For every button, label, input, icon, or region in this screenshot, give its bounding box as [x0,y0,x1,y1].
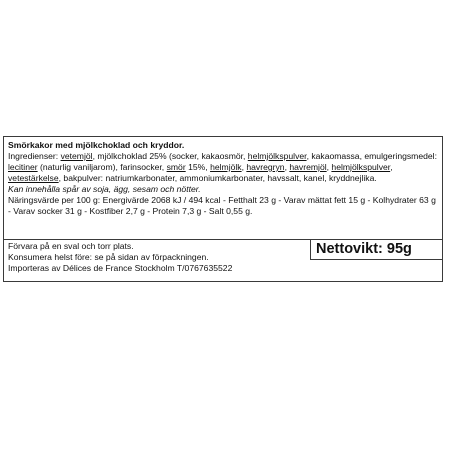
nutrition-facts: Näringsvärde per 100 g: Energivärde 2068 kJ / 494 kcal - Fetthalt 23 g - Varav mättat fett 15 g - Kolhydrater 63 g - Varav socker 31 g - Kostfiber 2,7 g - Protein 7,3 g - Salt 0,55 g. [8,195,436,216]
net-weight: Nettovikt: 95g [310,240,442,260]
product-title: Smörkakor med mjölkchoklad och kryddor. [8,140,185,150]
label-main-section [4,137,442,240]
product-label [3,136,443,282]
ingredient-text: , bakpulver: natriumkarbonater, ammoniumkarbonater, havssalt, kanel, kryddnejlika. [58,173,377,183]
ingredients-text [8,151,437,183]
ingredients-prefix: Ingredienser: [8,151,61,161]
ingredients-list [8,151,438,184]
ingredient-text: , mjölkchoklad 25% (socker, kakaosmör, [92,151,248,161]
storage-line: Förvara på en sval och torr plats. [8,241,134,251]
best-before-line: Konsumera helst före: se på sidan av förpackningen. [8,252,209,262]
allergen-ingredient: havregryn [246,162,285,172]
allergen-ingredient: havremjöl [289,162,327,172]
importer-line: Importeras av Délices de France Stockholm T/0767635522 [8,263,233,273]
ingredient-text: , kakaomassa, emulgeringsmedel: [306,151,437,161]
allergen-ingredient: helmjölk [210,162,242,172]
ingredient-text: , [284,162,290,172]
allergen-ingredient: lecitiner [8,162,38,172]
allergen-ingredient: smör [166,162,186,172]
ingredient-text: , [241,162,247,172]
storage-info [4,240,310,282]
ingredient-text: , [326,162,332,172]
allergen-ingredient: helmjölkspulver [247,151,307,161]
label-bottom-section [4,240,442,282]
ingredient-text: (naturlig vaniljarom), farinsocker, [37,162,167,172]
ingredient-text: , [390,162,393,172]
net-weight-wrap [310,240,442,282]
allergen-ingredient: vetemjöl [60,151,93,161]
ingredient-text: 15%, [185,162,211,172]
allergen-ingredient: vetestärkelse [8,173,59,183]
allergen-ingredient: helmjölkspulver [331,162,391,172]
allergen-note: Kan innehålla spår av soja, ägg, sesam och nötter. [8,184,201,194]
